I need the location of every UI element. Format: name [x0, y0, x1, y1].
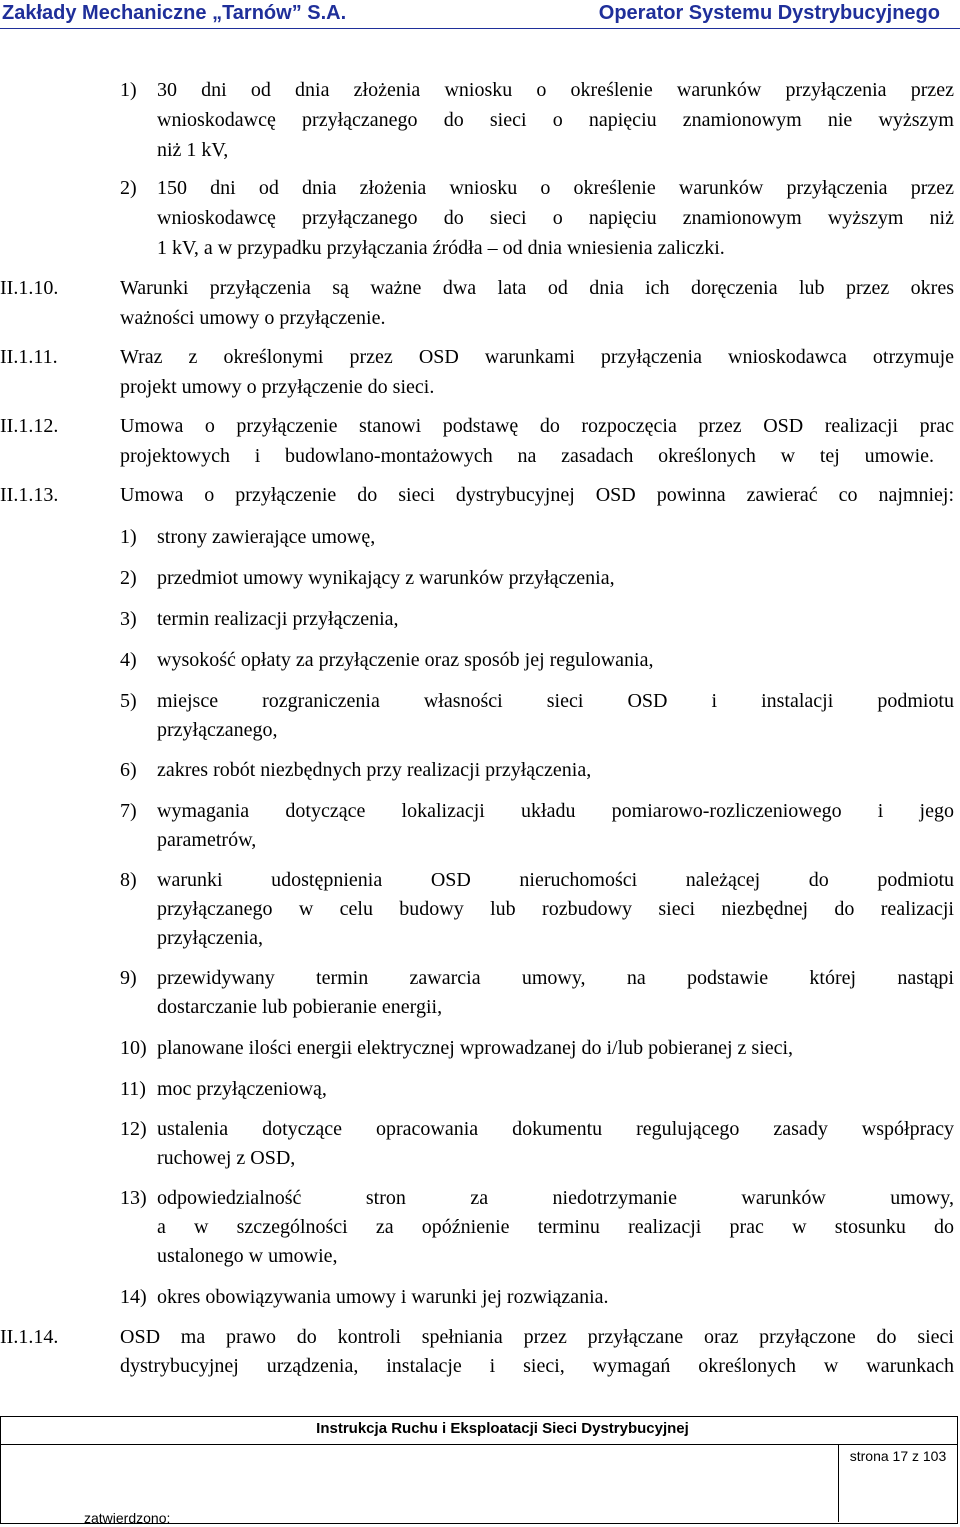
page-footer	[0, 1416, 960, 1527]
footer-approval-label: zatwierdzono:	[84, 1510, 171, 1526]
footer-document-title: Instrukcja Ruchu i Eksploatacji Sieci Dystrybucyjnej	[316, 1420, 689, 1437]
list-item-text: przyłączanego,	[157, 719, 278, 741]
list-item-text: 1 kV, a w przypadku przyłączania źródła – od dnia wniesienia zaliczki.	[157, 237, 725, 259]
list-item-number: 5)	[120, 690, 137, 712]
header-operator-name: Operator Systemu Dystrybucyjnego	[598, 2, 940, 24]
list-item-number: 1)	[120, 526, 137, 548]
section-text: dystrybucyjnej urządzenia, instalacje i sieci, wymagań określonych w warunkach	[120, 1355, 954, 1377]
section-number: II.1.11.	[0, 346, 58, 368]
list-item-text: 150 dni od dnia złożenia wniosku o określenie warunków przyłączenia przez	[157, 177, 954, 199]
list-item-text: niż 1 kV,	[157, 139, 229, 161]
list-item-text: wysokość opłaty za przyłączenie oraz sposób jej regulowania,	[157, 649, 654, 671]
list-item-number: 4)	[120, 649, 137, 671]
list-item-text: wnioskodawcę przyłączanego do sieci o napięciu znamionowym nie wyższym	[157, 109, 954, 131]
list-item-number: 13)	[120, 1187, 147, 1209]
section-text: OSD ma prawo do kontroli spełniania przez przyłączane oraz przyłączone do sieci	[120, 1326, 954, 1348]
section-text: Wraz z określonymi przez OSD warunkami przyłączenia wnioskodawca otrzymuje	[120, 346, 954, 368]
section-number: II.1.14.	[0, 1326, 59, 1348]
list-item-text: parametrów,	[157, 829, 257, 851]
list-item-number: 2)	[120, 177, 137, 199]
section-text: ważności umowy o przyłączenie.	[120, 307, 386, 329]
page-header	[0, 0, 960, 30]
list-item-text: przewidywany termin zawarcia umowy, na podstawie której nastąpi	[157, 967, 954, 989]
list-item-text: odpowiedzialność stron za niedotrzymanie warunków umowy,	[157, 1187, 954, 1209]
list-item-number: 14)	[120, 1286, 147, 1308]
list-item-number: 1)	[120, 79, 137, 101]
list-item-text: moc przyłączeniową,	[157, 1078, 327, 1100]
header-company-name: Zakłady Mechaniczne „Tarnów” S.A.	[2, 2, 347, 24]
list-item-number: 8)	[120, 869, 137, 891]
list-item-text: a w szczególności za opóźnienie terminu realizacji prac w stosunku do	[157, 1216, 954, 1238]
list-item-text: strony zawierające umowę,	[157, 526, 376, 548]
list-item-text: ustalonego w umowie,	[157, 1245, 338, 1267]
footer-page-number: strona 17 z 103	[849, 1448, 947, 1464]
list-item-text: dostarczanie lub pobieranie energii,	[157, 996, 443, 1018]
list-item-number: 6)	[120, 759, 137, 781]
list-item-number: 2)	[120, 567, 137, 589]
section-number: II.1.10.	[0, 277, 59, 299]
section-number: II.1.13.	[0, 484, 59, 506]
section-text: projektowych i budowlano-montażowych na zasadach określonych w tej umowie.	[120, 445, 934, 467]
list-item-text: wymagania dotyczące lokalizacji układu pomiarowo-rozliczeniowego i jego	[157, 800, 954, 822]
list-item-number: 10)	[120, 1037, 147, 1059]
list-item-text: ruchowej z OSD,	[157, 1147, 296, 1169]
list-item-text: przyłączenia,	[157, 927, 264, 949]
list-item-number: 12)	[120, 1118, 147, 1140]
list-item-text: okres obowiązywania umowy i warunki jej rozwiązania.	[157, 1286, 609, 1308]
list-item-text: wnioskodawcę przyłączanego do sieci o napięciu znamionowym wyższym niż	[157, 207, 954, 229]
list-item-text: termin realizacji przyłączenia,	[157, 608, 399, 630]
list-item-text: przyłączanego w celu budowy lub rozbudowy sieci niezbędnej do realizacji	[157, 898, 954, 920]
footer-divider	[0, 1444, 958, 1445]
list-item-text: 30 dni od dnia złożenia wniosku o określenie warunków przyłączenia przez	[157, 79, 954, 101]
section-number: II.1.12.	[0, 415, 59, 437]
section-text: Umowa o przyłączenie do sieci dystrybucyjnej OSD powinna zawierać co najmniej:	[120, 484, 954, 506]
list-item-number: 3)	[120, 608, 137, 630]
section-text: Umowa o przyłączenie stanowi podstawę do rozpoczęcia przez OSD realizacji prac	[120, 415, 954, 437]
list-item-number: 11)	[120, 1078, 146, 1100]
section-text: projekt umowy o przyłączenie do sieci.	[120, 376, 435, 398]
header-rule	[0, 28, 960, 29]
list-item-number: 7)	[120, 800, 137, 822]
footer-column-divider	[838, 1444, 839, 1522]
list-item-text: ustalenia dotyczące opracowania dokumentu regulującego zasady współpracy	[157, 1118, 954, 1140]
list-item-text: planowane ilości energii elektrycznej wprowadzanej do i/lub pobieranej z sieci,	[157, 1037, 794, 1059]
list-item-text: warunki udostępnienia OSD nieruchomości należącej do podmiotu	[157, 869, 954, 891]
list-item-number: 9)	[120, 967, 137, 989]
list-item-text: przedmiot umowy wynikający z warunków przyłączenia,	[157, 567, 615, 589]
list-item-text: miejsce rozgraniczenia własności sieci OSD i instalacji podmiotu	[157, 690, 954, 712]
list-item-text: zakres robót niezbędnych przy realizacji przyłączenia,	[157, 759, 592, 781]
section-text: Warunki przyłączenia są ważne dwa lata od dnia ich doręczenia lub przez okres	[120, 277, 954, 299]
